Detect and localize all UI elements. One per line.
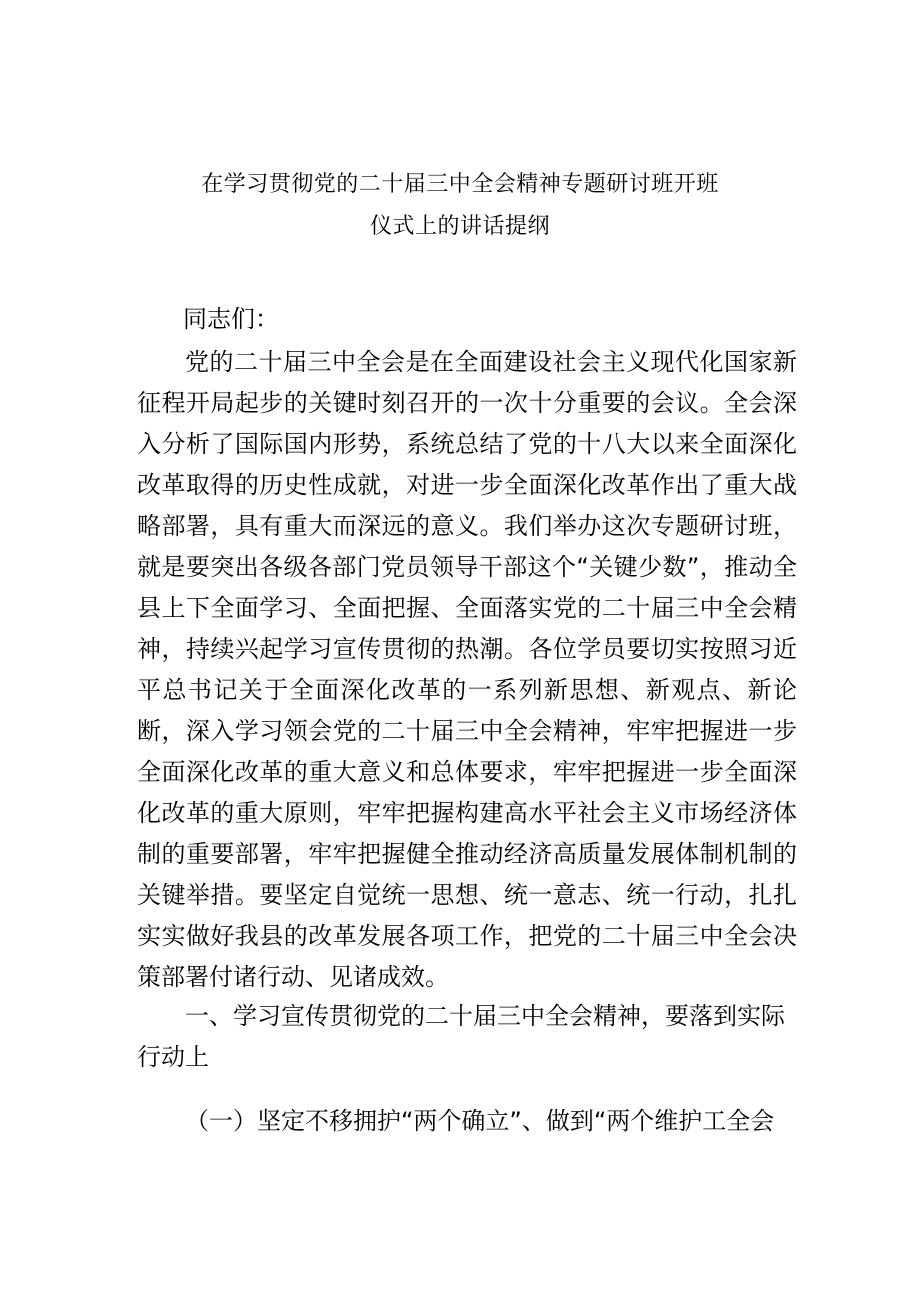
salutation: 同志们： bbox=[183, 305, 279, 333]
document-title-line-2: 仪式上的讲话提纲 bbox=[369, 214, 550, 239]
document-title-line-1: 在学习贯彻党的二十届三中全会精神专题研讨班开班 bbox=[201, 172, 719, 197]
subsection-heading: （一）坚定不移拥护“两个确立”、做到“两个维护工全会 bbox=[185, 1107, 775, 1135]
section-heading: 一、学习宣传贯彻党的二十届三中全会精神，要落到实际行动上 bbox=[137, 1002, 785, 1071]
body-paragraph: 党的二十届三中全会是在全面建设社会主义现代化国家新征程开局起步的关键时刻召开的一次十分重要的会议。全会深入分析了国际国内形势，系统总结了党的十八大以来全面深化改革取得的历史性成就，对进一步全面深化改革作出了重大战略部署，具有重大而深远的意义。我们举办这次专题研讨班，就是要突出各级各部门党员领导干部这个“关键少数”，推动全县上下全面学习、全面把握、全面落实党的二十届三中全会精神，持续兴起学习宣传贯彻的热潮。各位学员要切实按照习近平总书记关于全面深化改革的一系列新思想、新观点、新论断，深入学习领会党的二十届三中全会精神，牢牢把握进一步全面深化改革的重大意义和总体要求，牢牢把握进一步全面深化改革的重大原则，牢牢把握构建高水平社会主义市场经济体制的重要部署，牢牢把握健全推动经济高质量发展体制机制的关键举措。要坚定自觉统一思想、统一意志、统一行动，扎扎实实做好我县的改革发展各项工作，把党的二十届三中全会决策部署付诸行动、见诸成效。 bbox=[137, 348, 797, 991]
